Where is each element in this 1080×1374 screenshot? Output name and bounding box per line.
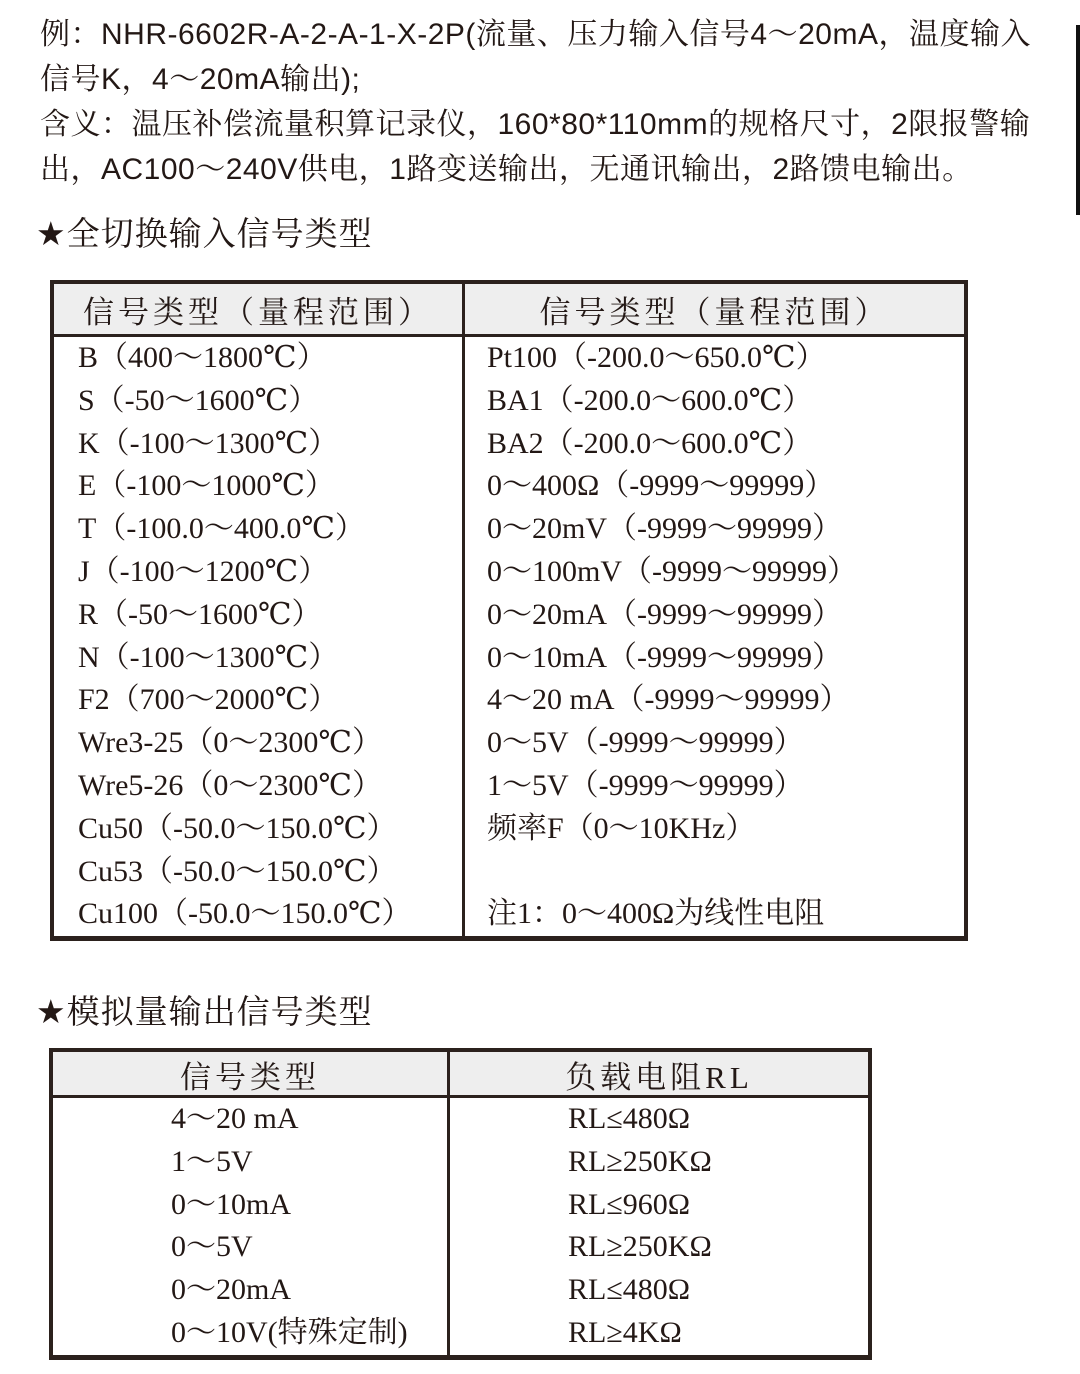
table-cell: J（-100～1200℃） bbox=[78, 554, 329, 588]
table-row bbox=[53, 1269, 868, 1312]
table-cell: 0～5V（-9999～99999） bbox=[462, 722, 964, 765]
table-cell: 0～100mV（-9999～99999） bbox=[462, 551, 964, 594]
table-row bbox=[54, 380, 964, 423]
intro-line: 出，AC100～240V供电，1路变送输出，无通讯输出，2路馈电输出。 bbox=[40, 153, 973, 186]
scan-edge-artifact bbox=[1076, 25, 1080, 215]
table-row bbox=[53, 1184, 868, 1227]
intro-line: 信号K，4～20mA输出); bbox=[40, 63, 361, 96]
table-row bbox=[54, 508, 964, 551]
table-cell: R（-50～1600℃） bbox=[78, 597, 322, 631]
table-cell: RL≥250KΩ bbox=[447, 1141, 868, 1184]
table-cell: 0～20mA（-9999～99999） bbox=[462, 594, 964, 637]
table-cell: T（-100.0～400.0℃） bbox=[78, 512, 365, 546]
table-header-cell: 信号类型（量程范围） bbox=[83, 294, 433, 330]
output-signal-table bbox=[49, 1048, 872, 1360]
table-cell: BA1（-200.0～600.0℃） bbox=[462, 380, 964, 423]
table-cell: 0～400Ω（-9999～99999） bbox=[462, 465, 964, 508]
table-cell: RL≤960Ω bbox=[447, 1184, 868, 1227]
table-header-row bbox=[54, 284, 964, 337]
table-cell: Wre5-26（0～2300℃） bbox=[78, 768, 382, 802]
table-row bbox=[53, 1098, 868, 1141]
table-cell: Wre3-25（0～2300℃） bbox=[78, 726, 382, 760]
table-cell: S（-50～1600℃） bbox=[78, 383, 319, 417]
table-row bbox=[54, 893, 964, 936]
section-heading-input-signals: ★全切换输入信号类型 bbox=[36, 215, 373, 252]
table-cell: 1～5V（-9999～99999） bbox=[462, 765, 964, 808]
table-row bbox=[53, 1141, 868, 1184]
table-row bbox=[54, 551, 964, 594]
table-cell bbox=[462, 851, 964, 894]
table-cell: F2（700～2000℃） bbox=[78, 683, 339, 717]
table-cell: 0～20mV（-9999～99999） bbox=[462, 508, 964, 551]
table-header-cell: 负载电阻RL bbox=[447, 1052, 868, 1097]
table-cell: RL≤480Ω bbox=[447, 1269, 868, 1312]
table-cell: Cu53（-50.0～150.0℃） bbox=[78, 854, 397, 888]
table-cell: N（-100～1300℃） bbox=[78, 640, 339, 674]
table-cell: 4～20 mA bbox=[171, 1102, 299, 1135]
table-cell: RL≤480Ω bbox=[447, 1098, 868, 1141]
table-header-row bbox=[53, 1052, 868, 1098]
table-row bbox=[54, 679, 964, 722]
table-cell: Pt100（-200.0～650.0℃） bbox=[462, 337, 964, 380]
table-row bbox=[54, 594, 964, 637]
table-cell: BA2（-200.0～600.0℃） bbox=[462, 423, 964, 466]
table-header-cell: 信号类型（量程范围） bbox=[462, 284, 964, 334]
table-cell: 0～10V(特殊定制) bbox=[171, 1315, 408, 1349]
table-cell: 0～20mA bbox=[171, 1273, 291, 1307]
table-cell: RL≥4KΩ bbox=[447, 1312, 868, 1355]
table-cell: 4～20 mA（-9999～99999） bbox=[462, 679, 964, 722]
table-row bbox=[54, 722, 964, 765]
table-cell: Cu100（-50.0～150.0℃） bbox=[78, 897, 412, 931]
table-cell: 注1：0～400Ω为线性电阻 bbox=[462, 893, 964, 936]
table-row bbox=[54, 423, 964, 466]
table-row bbox=[54, 637, 964, 680]
table-cell: RL≥250KΩ bbox=[447, 1226, 868, 1269]
table-cell: Cu50（-50.0～150.0℃） bbox=[78, 811, 397, 845]
table-cell: 1～5V bbox=[171, 1144, 253, 1178]
table-row bbox=[53, 1226, 868, 1269]
table-row bbox=[54, 851, 964, 894]
table-row bbox=[54, 465, 964, 508]
table-header-cell: 信号类型 bbox=[180, 1060, 320, 1095]
table-cell: K（-100～1300℃） bbox=[78, 426, 339, 460]
table-body bbox=[54, 337, 964, 936]
table-cell: 频率F（0～10KHz） bbox=[462, 808, 964, 851]
intro-line: 例：NHR-6602R-A-2-A-1-X-2P(流量、压力输入信号4～20mA，温度输入 bbox=[40, 18, 1031, 51]
input-signal-table bbox=[50, 280, 968, 941]
table-row bbox=[54, 765, 964, 808]
table-row bbox=[53, 1312, 868, 1355]
table-cell: 0～10mA（-9999～99999） bbox=[462, 637, 964, 680]
table-row bbox=[54, 337, 964, 380]
table-row bbox=[54, 808, 964, 851]
table-cell: B（400～1800℃） bbox=[78, 341, 327, 374]
intro-line: 含义：温压补偿流量积算记录仪，160*80*110mm的规格尺寸，2限报警输 bbox=[40, 108, 1031, 141]
table-body bbox=[53, 1098, 868, 1355]
section-heading-output-signals: ★模拟量输出信号类型 bbox=[36, 993, 373, 1030]
table-cell: 0～5V bbox=[171, 1230, 253, 1264]
intro-paragraph bbox=[40, 12, 1050, 192]
table-cell: E（-100～1000℃） bbox=[78, 469, 335, 503]
table-cell: 0～10mA bbox=[171, 1187, 291, 1221]
